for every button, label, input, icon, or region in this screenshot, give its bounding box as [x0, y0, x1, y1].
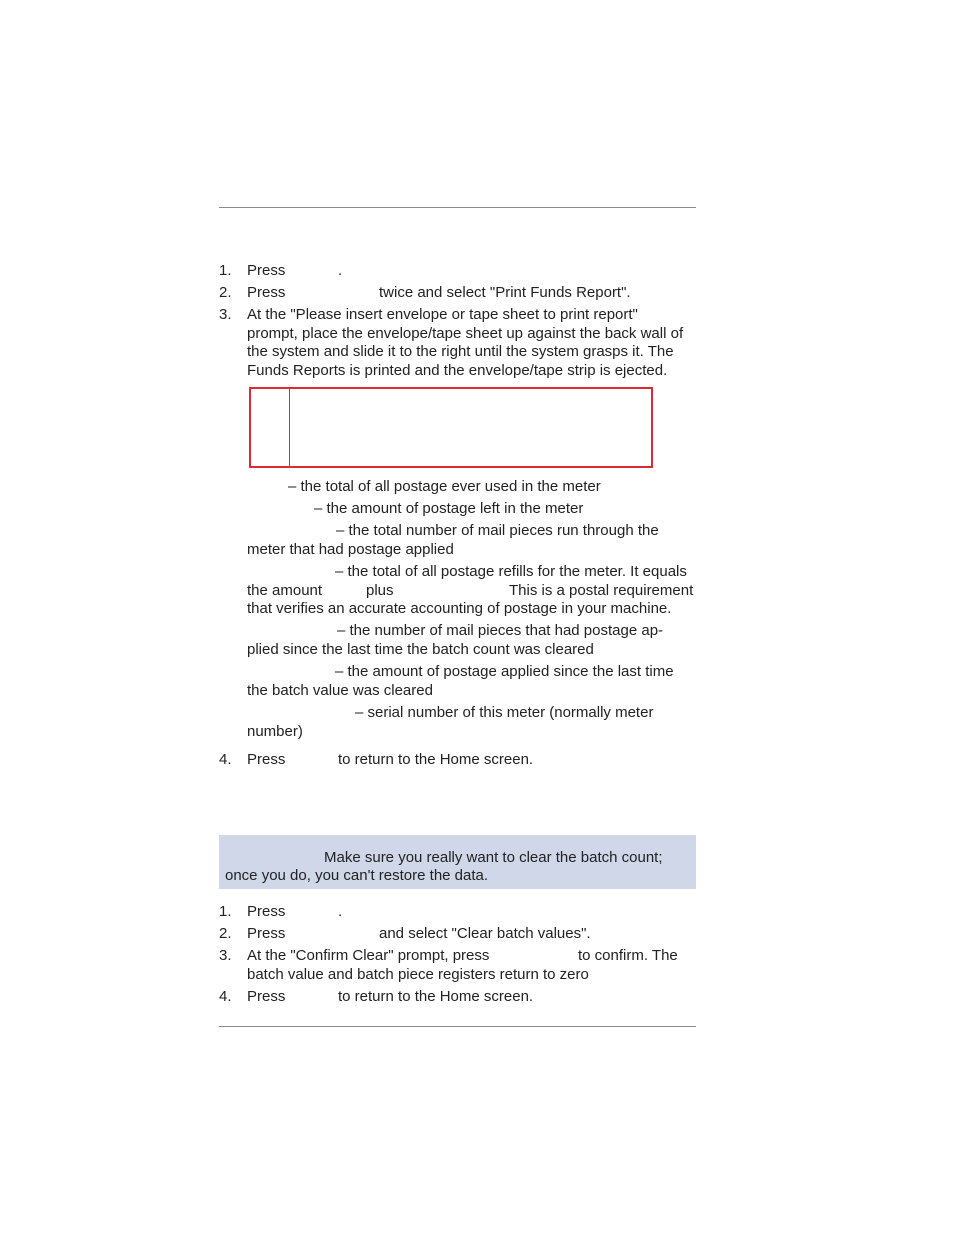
step-text: batch value and batch piece registers return to zero [247, 966, 589, 983]
step-text: At the "Confirm Clear" prompt, press [247, 947, 490, 964]
callout-divider [289, 389, 290, 466]
definition-text: the amount [247, 582, 323, 599]
step-text: prompt, place the envelope/tape sheet up against the back wall of [247, 325, 684, 342]
step-text: the system and slide it to the right until the system grasps it. The [247, 343, 674, 360]
step-text: twice and select "Print Funds Report". [379, 284, 631, 301]
definition-text: number) [247, 723, 303, 740]
step-text: Press [247, 925, 286, 942]
step-number: 2. [219, 284, 232, 301]
definition-text: meter that had postage applied [247, 541, 454, 558]
definition-text: – the number of mail pieces that had postage ap- [337, 622, 664, 639]
definition-text: – the amount of postage applied since the last time [335, 663, 674, 680]
bottom-rule [219, 1026, 696, 1027]
definition-text: – serial number of this meter (normally meter [355, 704, 654, 721]
step-text: Press [247, 988, 286, 1005]
definition-text: – the total of all postage ever used in the meter [288, 478, 601, 495]
definition-text: – the total of all postage refills for the meter. It equals [335, 563, 687, 580]
definition-text: plied since the last time the batch count was cleared [247, 641, 594, 658]
caution-text: Make sure you really want to clear the batch count; [324, 849, 663, 866]
definition-text: plus [366, 582, 394, 599]
note-callout-box [249, 387, 653, 468]
definition-text: – the amount of postage left in the meter [314, 500, 584, 517]
step-text: Press [247, 284, 286, 301]
top-rule [219, 207, 696, 208]
step-text: Funds Reports is printed and the envelope/tape strip is ejected. [247, 362, 668, 379]
step-text: At the "Please insert envelope or tape sheet to print report" [247, 306, 638, 323]
step-text: to return to the Home screen. [338, 751, 534, 768]
step-text: Press [247, 751, 286, 768]
step-number: 2. [219, 925, 232, 942]
definition-text: that verifies an accurate accounting of postage in your machine. [247, 600, 672, 617]
step-text: . [338, 903, 343, 920]
step-number: 4. [219, 988, 232, 1005]
step-text: . [338, 262, 343, 279]
step-text: and select "Clear batch values". [379, 925, 591, 942]
step-number: 1. [219, 262, 232, 279]
step-number: 3. [219, 947, 232, 964]
definition-text: This is a postal requirement [509, 582, 694, 599]
step-text: to return to the Home screen. [338, 988, 534, 1005]
definition-text: – the total number of mail pieces run through the [336, 522, 659, 539]
caution-box [219, 835, 696, 889]
step-number: 1. [219, 903, 232, 920]
step-text: to confirm. The [578, 947, 678, 964]
caution-text: once you do, you can't restore the data. [225, 867, 489, 884]
step-text: Press [247, 262, 286, 279]
definition-text: the batch value was cleared [247, 682, 433, 699]
step-number: 4. [219, 751, 232, 768]
step-text: Press [247, 903, 286, 920]
step-number: 3. [219, 306, 232, 323]
